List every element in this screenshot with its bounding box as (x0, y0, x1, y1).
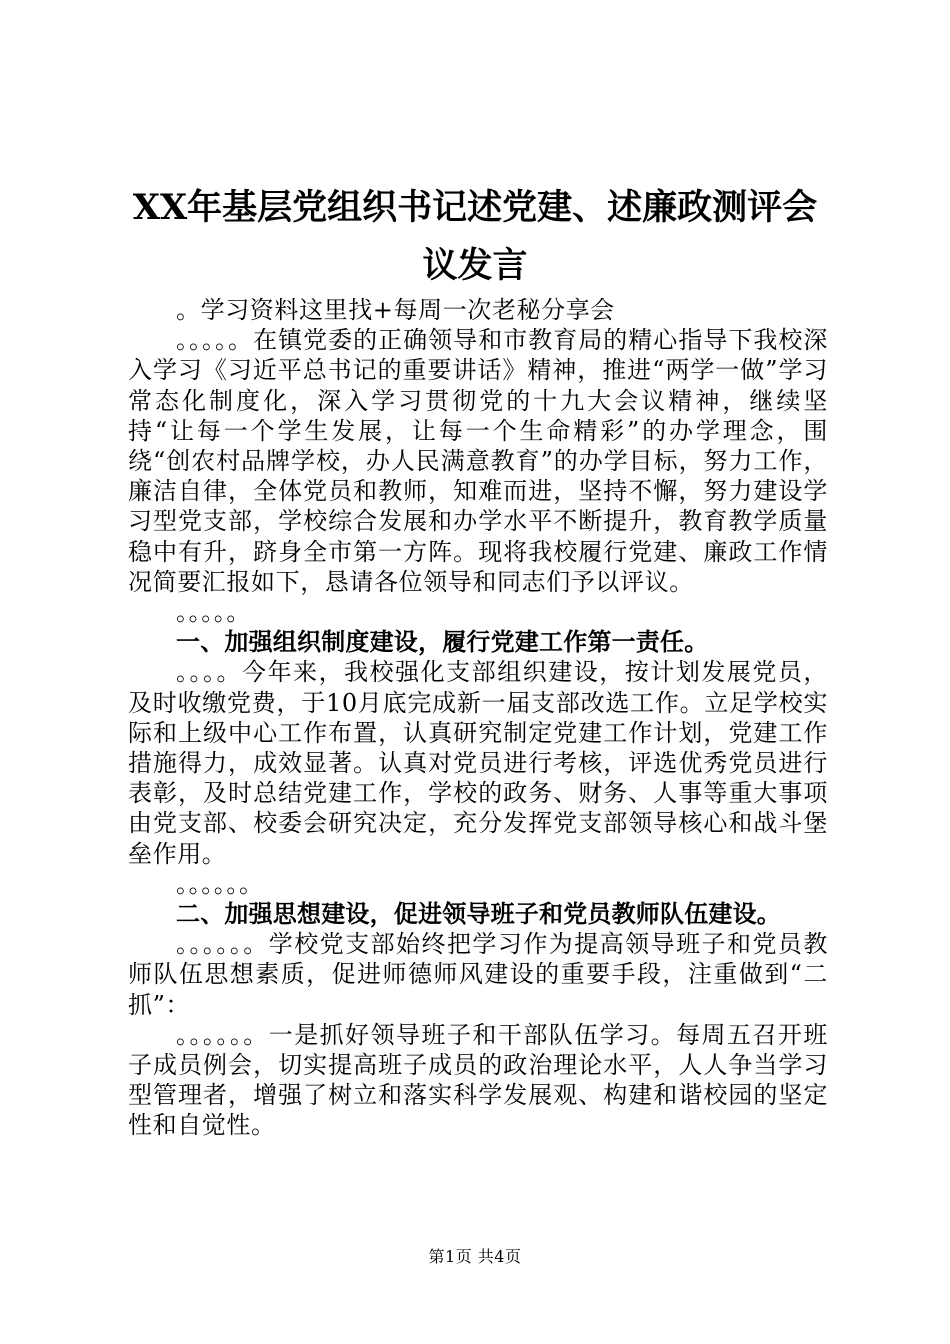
section-heading-1: 一、加强组织制度建设，履行党建工作第一责任。 (176, 627, 709, 657)
document-title-line-1: XX年基层党组织书记述党建、述廉政测评会 (132, 187, 818, 228)
paragraph-section-1: 。。。。今年来，我校强化支部组织建设，按计划发展党员，及时收缴党费，于10月底完成新一届支部改选工作。立足学校实际和上级中心工作布置，认真研究制定党建工作计划，党建工作措施得力，成效显著。认真对党员进行考核，评选优秀党员进行表彰，及时总结党建工作，学校的政务、财务、人事等重大事项由党支部、校委会研究决定，充分发挥党支部领导核心和战斗堡垒作用。 (128, 658, 828, 868)
section-heading-2: 二、加强思想建设，促进领导班子和党员教师队伍建设。 (176, 899, 781, 929)
paragraph-opening: 。。。。。在镇党委的正确领导和市教育局的精心指导下我校深入学习《习近平总书记的重要讲话》精神，推进“两学一做”学习常态化制度化，深入学习贯彻党的十九大会议精神，继续坚持“让每一个学生发展，让每一个生命精彩”的办学理念，围绕“创农村品牌学校，办人民满意教育”的办学目标，努力工作，廉洁自律，全体党员和教师，知难而进，坚持不懈，努力建设学习型党支部，学校综合发展和办学水平不断提升，教育教学质量稳中有升，跻身全市第一方阵。现将我校履行党建、廉政工作情况简要汇报如下，恳请各位领导和同志们予以评议。 (128, 326, 828, 596)
paragraph-separator: 。。。。。 (176, 598, 251, 627)
paragraph-section-2: 。。。。。。学校党支部始终把学习作为提高领导班子和党员教师队伍思想素质，促进师德师风建设的重要手段，注重做到“二抓”： (128, 930, 828, 1019)
document-body (128, 295, 828, 1141)
page-footer: 第1页 共4页 (428, 1247, 522, 1266)
document-title-line-2: 议发言 (422, 245, 528, 286)
paragraph-separator: 。。。。。。 (176, 869, 264, 898)
paragraph-intro-note: 。学习资料这里找+每周一次老秘分享会 (176, 296, 615, 324)
paragraph-section-2-item-1: 。。。。。。一是抓好领导班子和干部队伍学习。每周五召开班子成员例会，切实提高班子成员的政治理论水平，人人争当学习型管理者，增强了树立和落实科学发展观、构建和谐校园的坚定性和自觉性。 (128, 1020, 828, 1140)
